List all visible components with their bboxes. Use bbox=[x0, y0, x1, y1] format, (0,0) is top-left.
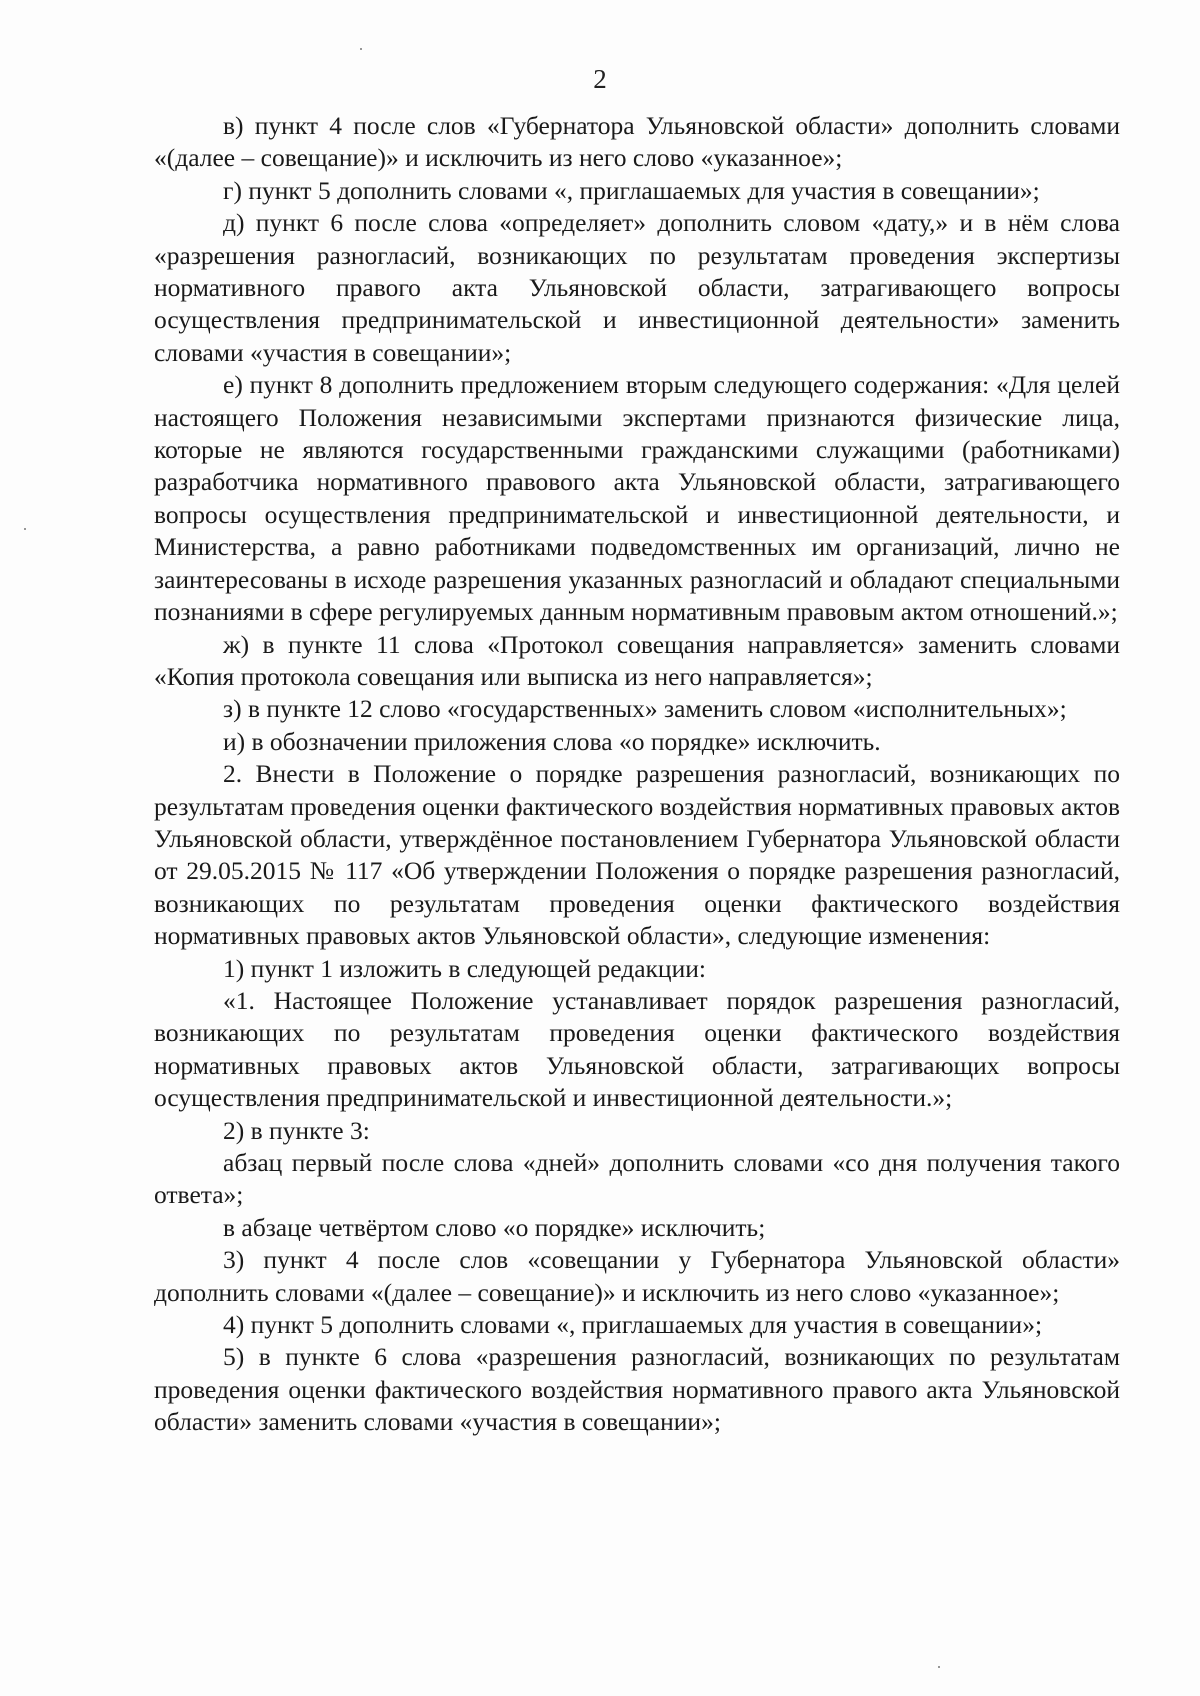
paragraph-item-2: 2) в пункте 3: bbox=[223, 1115, 370, 1145]
paragraph-g: г) пункт 5 дополнить словами «, приглашаемых для участия в совещании»; bbox=[223, 175, 1040, 205]
paragraph-zh: ж) в пункте 11 слова «Протокол совещания направляется» заменить словами «Копия протокола совещания или выписка из него направляется»; bbox=[154, 629, 1120, 691]
paragraph-item-5: 5) в пункте 6 слова «разрешения разногласий, возникающих по результатам проведения оценки фактического воздействия нормативного правого акта Ульяновской области» заменить словами «участия в совещании»; bbox=[154, 1342, 1120, 1437]
paragraph-item-3: 3) пункт 4 после слов «совещании у Губернатора Ульяновской области» дополнить словами «(далее – совещание)» и исключить из него слово «указанное»; bbox=[154, 1245, 1120, 1307]
paragraph-d: д) пункт 6 после слова «определяет» дополнить словом «дату,» и в нём слова «разрешения разногласий, возникающих по результатам проведения экспертизы нормативного правого акта Ульяновской области, затрагивающего вопросы осуществления предпринимательской и инвестиционной деятельности» заменить словами «участия в совещании»; bbox=[154, 208, 1120, 367]
paragraph-item-2-fourth: в абзаце четвёртом слово «о порядке» исключить; bbox=[223, 1212, 766, 1242]
paragraph-item-1-text: «1. Настоящее Положение устанавливает порядок разрешения разногласий, возникающих по результатам проведения оценки фактического воздействия нормативных правовых актов Ульяновской области, затрагивающих вопросы осуществления предпринимательской и инвестиционной деятельности.»; bbox=[154, 985, 1120, 1113]
scan-speck bbox=[938, 1666, 940, 1668]
paragraph-z: з) в пункте 12 слово «государственных» заменить словом «исполнительных»; bbox=[223, 694, 1067, 724]
paragraph-item-2-first: абзац первый после слова «дней» дополнить словами «со дня получения такого ответа»; bbox=[154, 1148, 1120, 1210]
paragraph-item-1: 1) пункт 1 изложить в следующей редакции: bbox=[223, 953, 706, 983]
paragraph-section-2: 2. Внести в Положение о порядке разрешения разногласий, возникающих по результатам проведения оценки фактического воздействия нормативных правовых актов Ульяновской области, утверждённое постановлением Губернатора Ульяновской области от 29.05.2015 № 117 «Об утверждении Положения о порядке разрешения разногласий, возникающих по результатам проведения оценки фактического воздействия нормативных правовых актов Ульяновской области», следующие изменения: bbox=[154, 759, 1120, 951]
page-number: 2 bbox=[593, 64, 607, 94]
scan-speck bbox=[360, 48, 362, 50]
paragraph-item-4: 4) пункт 5 дополнить словами «, приглашаемых для участия в совещании»; bbox=[223, 1310, 1043, 1340]
scan-speck bbox=[24, 528, 26, 530]
paragraph-v: в) пункт 4 после слов «Губернатора Ульяновской области» дополнить словами «(далее – совещание)» и исключить из него слово «указанное»; bbox=[154, 111, 1120, 173]
paragraph-i: и) в обозначении приложения слова «о порядке» исключить. bbox=[223, 726, 881, 756]
paragraph-e: е) пункт 8 дополнить предложением вторым следующего содержания: «Для целей настоящего Положения независимыми экспертами признаются физические лица, которые не являются государственными гражданскими служащими (работниками) разработчика нормативного правового акта Ульяновской области, затрагивающего вопросы осуществления предпринимательской и инвестиционной деятельности, и Министерства, а равно работниками подведомственных им организаций, лично не заинтересованы в исходе разрешения указанных разногласий и обладают специальными познаниями в сфере регулируемых данным нормативным правовым актом отношений.»; bbox=[154, 370, 1120, 627]
document-body bbox=[154, 110, 1120, 1439]
